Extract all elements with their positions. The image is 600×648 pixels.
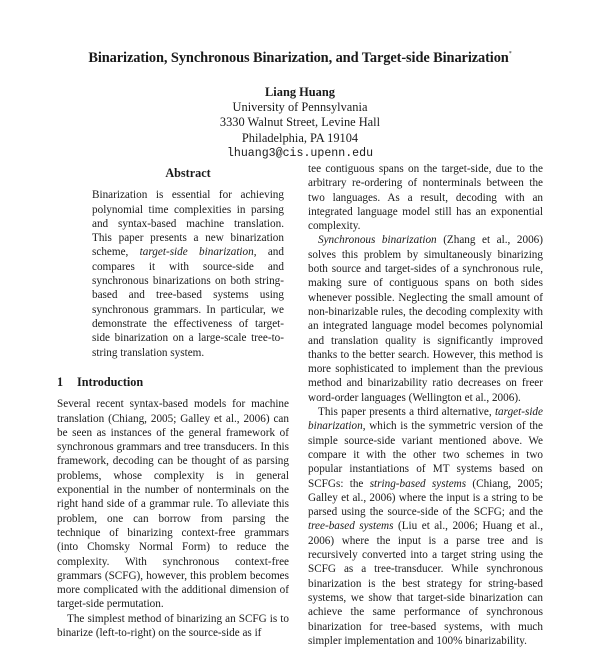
right-paragraph-2 — [308, 233, 543, 405]
section-number: 1 — [57, 375, 64, 389]
author-name: Liang Huang — [265, 85, 335, 99]
author-affiliation: University of Pennsylvania — [232, 100, 368, 115]
section-title: Introduction — [77, 375, 144, 389]
author-block — [0, 85, 600, 161]
paper-title — [0, 50, 600, 67]
right-paragraph-3 — [308, 405, 543, 648]
synchronous-binarization-emphasis: Synchronous binarization — [318, 234, 437, 247]
right-paragraph-3-part-d: (Liu et al., 2006; Huang et al., 2006) where the input is a parse tree and is recursively converted into a target string using the SCFG as a tree-transducer. While synchronous binarization is the best strategy for string-based systems, we show that target-side binarization can achieve the same performance of synchronous binarization for tree-based systems, with much simpler implementation and 100% binarizability. — [308, 520, 543, 647]
right-paragraph-1: tee contiguous spans on the target-side, due to the arbitrary re-ordering of nonterminals between the two languages. As a result, decoding with an integrated language model still has an exponential complexity. — [308, 163, 543, 233]
introduction-section — [57, 375, 289, 640]
target-side-binarization-emphasis: target-side binarization — [308, 406, 543, 433]
paper-title-text: Binarization, Synchronous Binarization, and Target-side Binarization — [88, 50, 509, 66]
abstract-section — [92, 166, 284, 360]
author-address-line2: Philadelphia, PA 19104 — [241, 130, 359, 145]
title-footnote-mark: * — [508, 51, 512, 57]
string-based-systems-emphasis: string-based systems — [369, 477, 467, 490]
intro-paragraph-1: Several recent syntax-based models for machine translation (Chiang, 2005; Galley et al., 2006) can be seen as instances of the general framework of synchronous grammars and tree transducers. In this framework, decoding can be thought of as parsing problems, whose complexity is in general exponential in the number of nonterminals on the right hand side of a grammar rule. To alleviate this problem, one can borrow from parsing the technique of binarizing context-free grammars (into Chomsky Normal Form) to reduce the complexity. With synchronous context-free grammars (SCFG), however, this problem becomes more complicated with the additional dimension of target-side permutation. — [57, 398, 289, 611]
abstract-text-part1: Binarization is essential for achieving polynomial time complexities in parsing and syntax-based machine translation. This paper presents a new binarization scheme, — [92, 189, 284, 259]
abstract-emphasis: target-side binarization — [139, 246, 254, 259]
right-column-text — [308, 162, 543, 648]
right-paragraph-3-part-b: , which is the symmetric version of the simple source-side variant mentioned above. We compare it with the other two schemes in two popular instantiations of MT systems based on SCFGs: the — [308, 420, 543, 490]
intro-paragraph-2: The simplest method of binarizing an SCFG is to binarize (left-to-right) on the source-side as if — [57, 612, 289, 640]
abstract-text — [92, 188, 284, 360]
abstract-heading: Abstract — [165, 166, 211, 180]
author-address-line1: 3330 Walnut Street, Levine Hall — [219, 115, 381, 130]
right-paragraph-2-text: (Zhang et al., 2006) solves this problem by simultaneously binarizing both source and target-sides of a synchronous rule, making sure of contiguous spans on both sides whenever possible. Neglecting the small amount of non-binarizable rules, the decoding complexity with an integrated language model becomes polynomial and translation quality is significantly improved thanks to the better search. However, this method is more sophisticated to implement than the previous method and binarizability ratio decreases on freer word-order languages (Wellington et al., 2006). — [308, 234, 543, 404]
author-email: lhuang3@cis.upenn.edu — [226, 146, 374, 160]
right-paragraph-3-part-a: This paper presents a third alternative, — [318, 406, 495, 419]
abstract-text-part2: , and compares it with source-side and synchronous binarizations on both string-based and tree-based systems using synchronous grammars. In particular, we demonstrate the effectiveness of target-side binarization on a large-scale tree-to-string translation system. — [92, 246, 284, 359]
tree-based-systems-emphasis: tree-based systems — [308, 520, 394, 533]
right-paragraph-3-part-c: (Chiang, 2005; Galley et al., 2006) where the input is a string to be parsed using the source-side of the SCFG; and the — [308, 477, 543, 519]
section-heading-introduction — [57, 375, 289, 389]
